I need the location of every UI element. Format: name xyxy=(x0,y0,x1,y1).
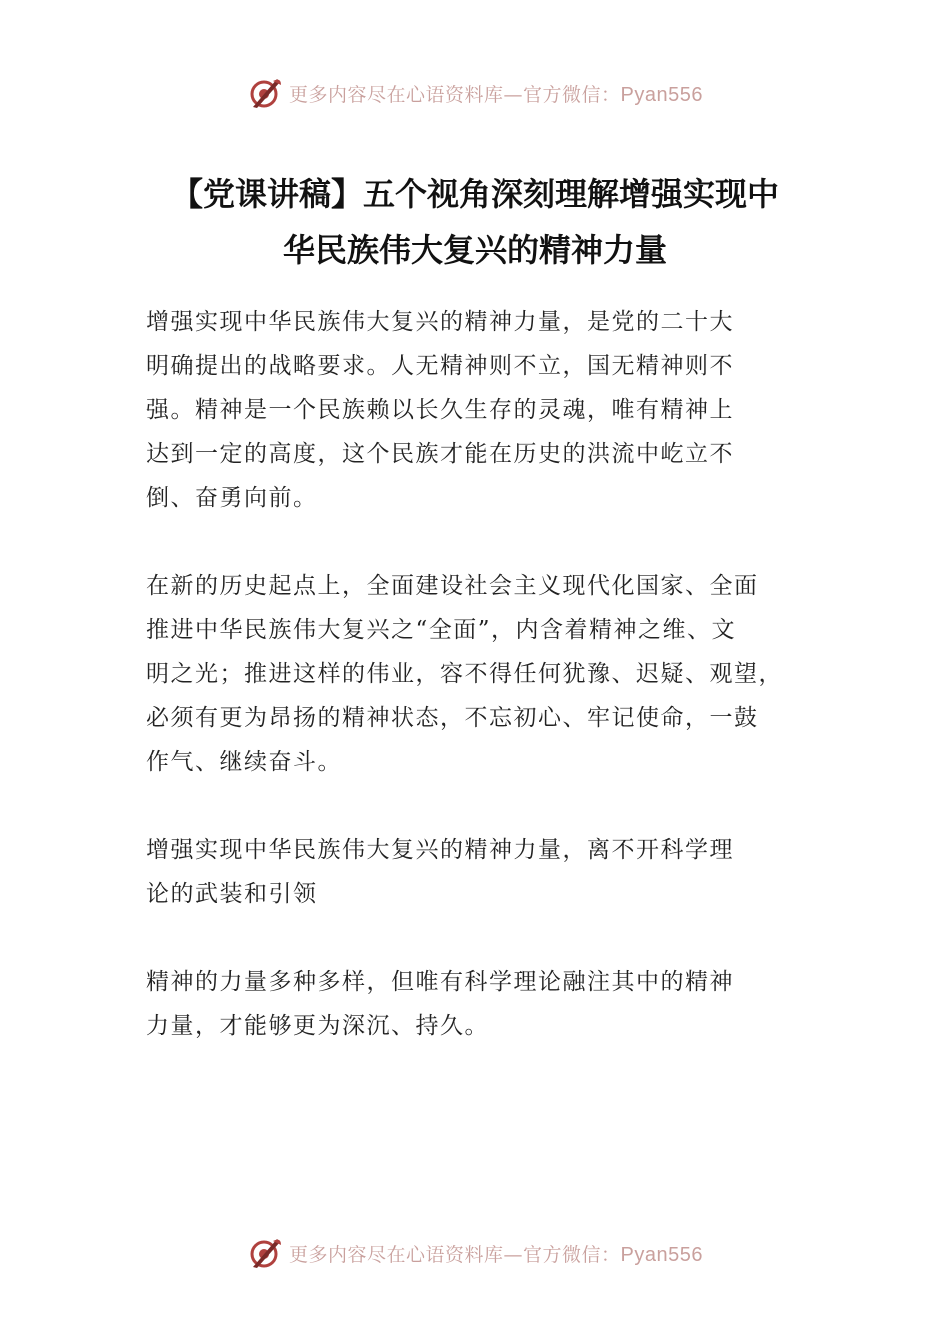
section-heading-paragraph xyxy=(146,828,846,916)
article-body xyxy=(146,300,846,1048)
footer-banner xyxy=(0,1233,950,1273)
paragraph-line: 推进中华民族伟大复兴之“全面”，内含着精神之维、文 xyxy=(146,617,737,643)
page-title xyxy=(0,166,950,278)
paragraph-4 xyxy=(146,960,846,1048)
paragraph-line: 增强实现中华民族伟大复兴的精神力量，是党的二十大 xyxy=(146,309,734,335)
paragraph-line: 在新的历史起点上，全面建设社会主义现代化国家、全面 xyxy=(146,573,759,599)
paragraph-1 xyxy=(146,300,846,520)
paragraph-line: 明之光；推进这样的伟业，容不得任何犹豫、迟疑、观望， xyxy=(146,661,783,687)
paragraph-line: 达到一定的高度，这个民族才能在历史的洪流中屹立不 xyxy=(146,441,734,467)
header-banner-text xyxy=(289,80,703,107)
paragraph-2 xyxy=(146,564,846,784)
paragraph-line: 论的武装和引领 xyxy=(146,881,318,907)
header-banner xyxy=(0,73,950,113)
paragraph-line: 必须有更为昂扬的精神状态，不忘初心、牢记使命，一鼓 xyxy=(146,705,759,731)
quill-circle-logo-icon xyxy=(247,1235,283,1271)
paragraph-line: 增强实现中华民族伟大复兴的精神力量，离不开科学理 xyxy=(146,837,734,863)
footer-banner-label: 更多内容尽在心语资料库—官方微信： xyxy=(289,1243,621,1266)
paragraph-line: 倒、奋勇向前。 xyxy=(146,485,318,511)
footer-banner-text xyxy=(289,1240,703,1267)
paragraph-line: 明确提出的战略要求。人无精神则不立，国无精神则不 xyxy=(146,353,734,379)
header-banner-label: 更多内容尽在心语资料库—官方微信： xyxy=(289,83,621,106)
title-line-2: 华民族伟大复兴的精神力量 xyxy=(282,231,667,269)
paragraph-line: 精神的力量多种多样，但唯有科学理论融注其中的精神 xyxy=(146,969,734,995)
paragraph-line: 作气、继续奋斗。 xyxy=(146,749,342,775)
header-wechat-id: Pyan556 xyxy=(620,83,703,106)
quill-circle-logo-icon xyxy=(247,75,283,111)
paragraph-line: 力量，才能够更为深沉、持久。 xyxy=(146,1013,489,1039)
title-line-1: 【党课讲稿】五个视角深刻理解增强实现中 xyxy=(170,175,779,213)
paragraph-line: 强。精神是一个民族赖以长久生存的灵魂，唯有精神上 xyxy=(146,397,734,423)
footer-wechat-id: Pyan556 xyxy=(620,1243,703,1266)
